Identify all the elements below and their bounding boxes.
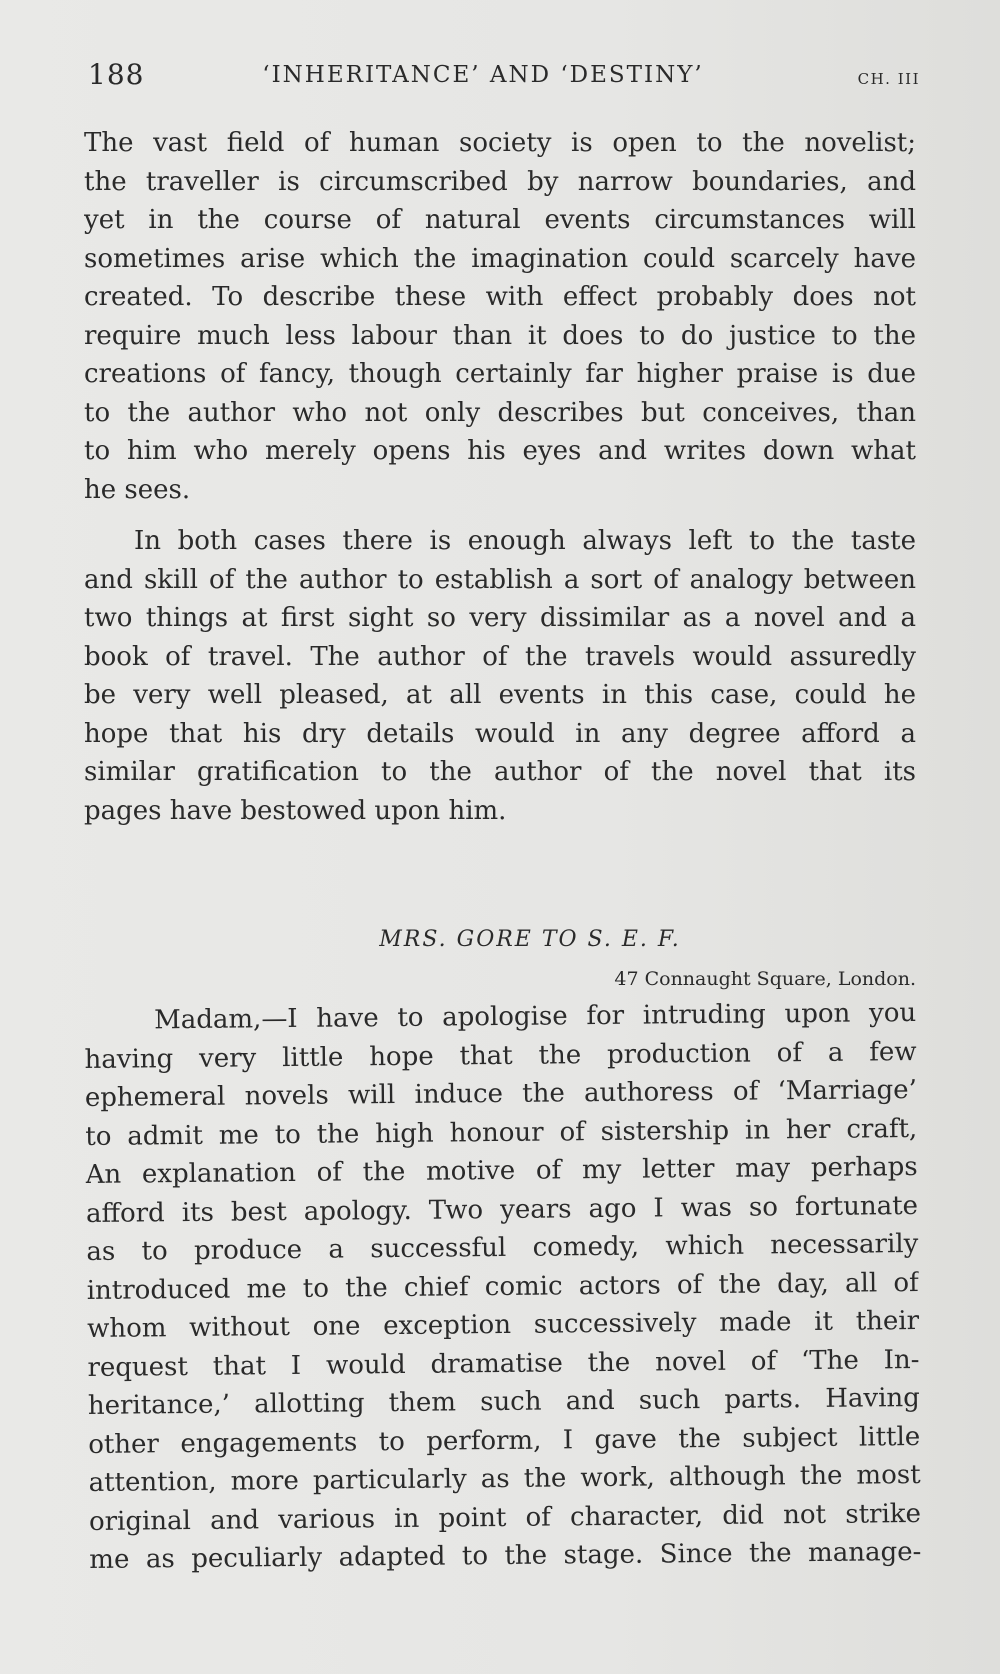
text-line: In both cases there is enough always left to the taste [134, 526, 916, 556]
text-line: he sees. [84, 474, 191, 505]
text-line: the traveller is circumscribed by narrow boundaries, and [84, 166, 916, 197]
text-line: original and various in point of character, did not strike [88, 1498, 922, 1537]
letter-address: 47 Connaught Square, London. [614, 968, 916, 990]
text-line: ephemeral novels will induce the authoress of ‘Marriage’ [84, 1075, 918, 1113]
paragraph-novelist [84, 124, 916, 509]
running-title: ‘INHERITANCE’ AND ‘DESTINY’ [262, 62, 704, 88]
letter-heading: MRS. GORE TO S. E. F. [379, 927, 681, 952]
page-number: 188 [88, 58, 145, 91]
text-line: two things at first sight so very dissimilar as a novel and a [84, 603, 916, 633]
text-line: attention, more particularly as the work, although the most [88, 1459, 921, 1498]
text-line: to him who merely opens his eyes and writes down what [84, 436, 916, 466]
text-line: to the author who not only describes but conceives, than [84, 397, 916, 428]
chapter-marker: CH. III [857, 70, 920, 88]
text-line: to admit me to the high honour of sistership in her craft, [85, 1113, 918, 1152]
text-line: be very well pleased, at all events in this case, could he [84, 680, 916, 710]
text-line: similar gratification to the author of the novel that its [84, 757, 916, 787]
text-line: created. To describe these with effect probably does not [84, 282, 916, 312]
text-line: Madam,—I have to apologise for intruding upon you [154, 998, 917, 1036]
text-line: as to produce a successful comedy, which necessarily [86, 1229, 919, 1267]
page-header [88, 58, 920, 98]
text-line: pages have bestowed upon him. [84, 795, 507, 826]
text-line: hope that his dry details would in any degree afford a [84, 718, 916, 749]
text-line: yet in the course of natural events circumstances will [84, 205, 916, 235]
text-line: whom without one exception successively made it their [86, 1305, 920, 1344]
text-line: heritance,’ allotting them such and such parts. Having [87, 1382, 920, 1421]
text-line: book of travel. The author of the travels would assuredly [84, 641, 916, 672]
text-line: sometimes arise which the imagination could scarcely have [84, 243, 916, 274]
text-line: me as peculiarly adapted to the stage. Since the manage- [89, 1536, 922, 1575]
text-line: require much less labour than it does to do justice to the [84, 320, 916, 351]
text-line: afford its best apology. Two years ago I was so fortunate [85, 1190, 919, 1229]
text-line: introduced me to the chief comic actors of the day, all of [86, 1267, 919, 1306]
text-line: and skill of the author to establish a sort of analogy between [84, 564, 916, 595]
text-line: other engagements to perform, I gave the subject little [88, 1421, 921, 1460]
text-line: The vast field of human society is open to the novelist; [84, 128, 916, 158]
paragraph-analogy [84, 522, 916, 830]
text-line: having very little hope that the production of a few [84, 1036, 917, 1075]
letter-body [84, 994, 922, 1579]
text-line: An explanation of the motive of my letter may perhaps [85, 1152, 918, 1190]
text-line: creations of fancy, though certainly far higher praise is due [84, 359, 916, 389]
text-line: request that I would dramatise the novel of ‘The In- [87, 1344, 920, 1383]
